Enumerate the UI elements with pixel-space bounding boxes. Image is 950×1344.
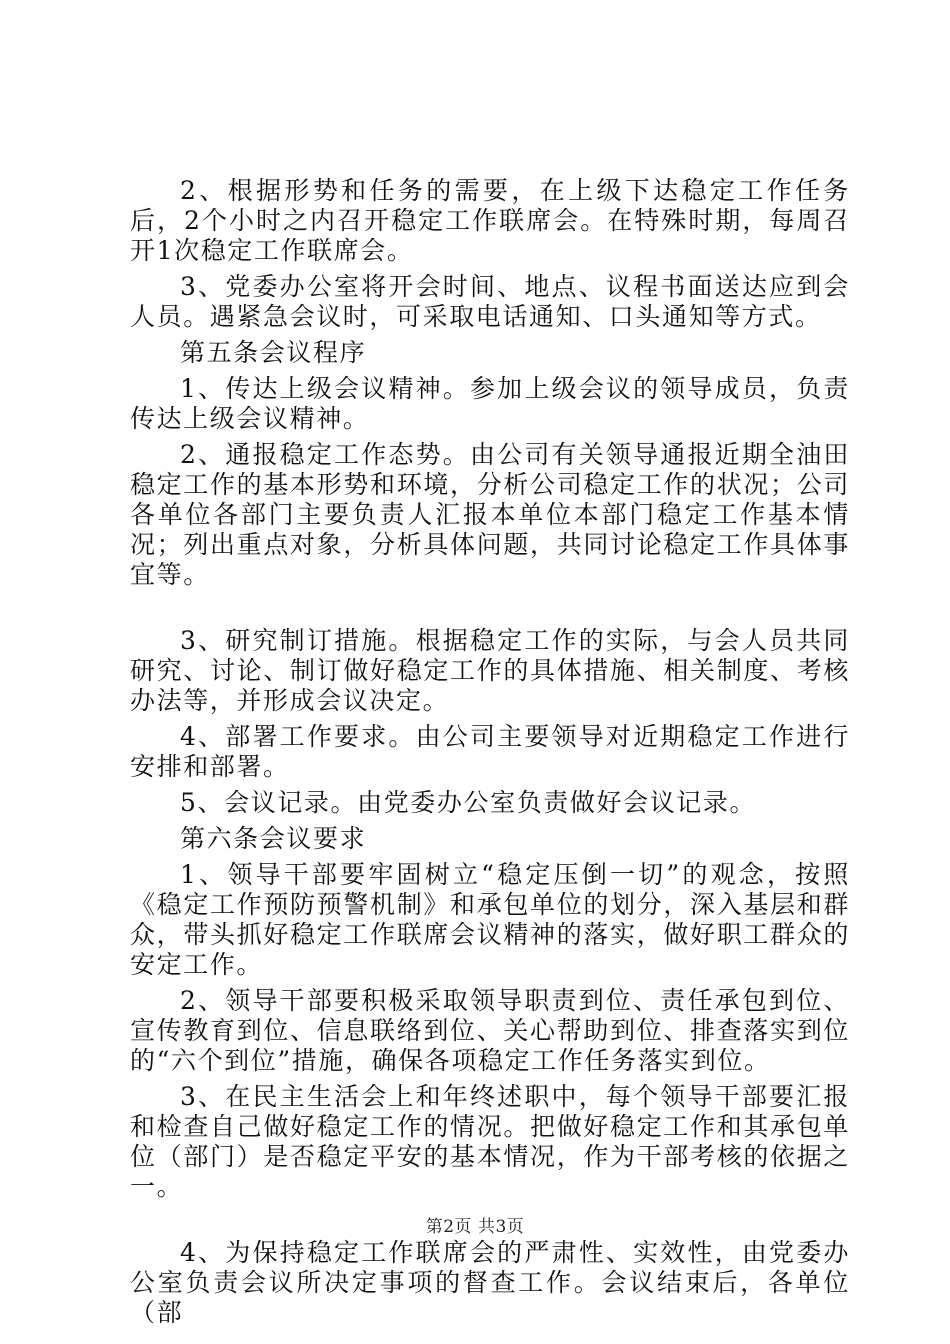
- procedure-item-4: 4、部署工作要求。由公司主要领导对近期稳定工作进行安排和部署。: [130, 722, 850, 781]
- paragraph-item-2: 2、根据形势和任务的需要，在上级下达稳定工作任务后，2个小时之内召开稳定工作联席会。在特殊时期，每周召开1次稳定工作联席会。: [130, 176, 850, 265]
- requirement-item-3: 3、在民主生活会上和年终述职中，每个领导干部要汇报和检查自己做好稳定工作的情况。把做好稳定工作和其承包单位（部门）是否稳定平安的基本情况，作为干部考核的依据之一。: [130, 1082, 850, 1201]
- procedure-item-1: 1、传达上级会议精神。参加上级会议的领导成员，负责传达上级会议精神。: [130, 374, 850, 433]
- document-body: [130, 176, 850, 1334]
- procedure-item-5: 5、会议记录。由党委办公室负责做好会议记录。: [180, 788, 757, 817]
- paragraph-item-3-notice: 3、党委办公室将开会时间、地点、议程书面送达应到会人员。遇紧急会议时，可采取电话通知、口头通知等方式。: [130, 272, 850, 331]
- procedure-item-2: 2、通报稳定工作态势。由公司有关领导通报近期全油田稳定工作的基本形势和环境，分析公司稳定工作的状况；公司各单位各部门主要负责人汇报本单位本部门稳定工作基本情况；列出重点对象，分析具体问题，共同讨论稳定工作具体事宜等。: [130, 440, 850, 589]
- requirement-item-2: 2、领导干部要积极采取领导职责到位、责任承包到位、宣传教育到位、信息联络到位、关心帮助到位、排查落实到位的“六个到位”措施，确保各项稳定工作任务落实到位。: [130, 986, 850, 1075]
- section-heading-article-6: 第六条会议要求: [180, 824, 367, 853]
- requirement-item-4: 4、为保持稳定工作联席会的严肃性、实效性，由党委办公室负责会议所决定事项的督查工作。会议结束后，各单位（部: [130, 1238, 850, 1327]
- procedure-item-3: 3、研究制订措施。根据稳定工作的实际，与会人员共同研究、讨论、制订做好稳定工作的具体措施、相关制度、考核办法等，并形成会议决定。: [130, 626, 850, 715]
- page-number-footer: 第2页 共3页: [425, 1217, 525, 1237]
- section-heading-article-5: 第五条会议程序: [180, 338, 367, 367]
- requirement-item-1: 1、领导干部要牢固树立“稳定压倒一切”的观念，按照《稳定工作预防预警机制》和承包单位的划分，深入基层和群众，带头抓好稳定工作联席会议精神的落实，做好职工群众的安定工作。: [130, 860, 850, 979]
